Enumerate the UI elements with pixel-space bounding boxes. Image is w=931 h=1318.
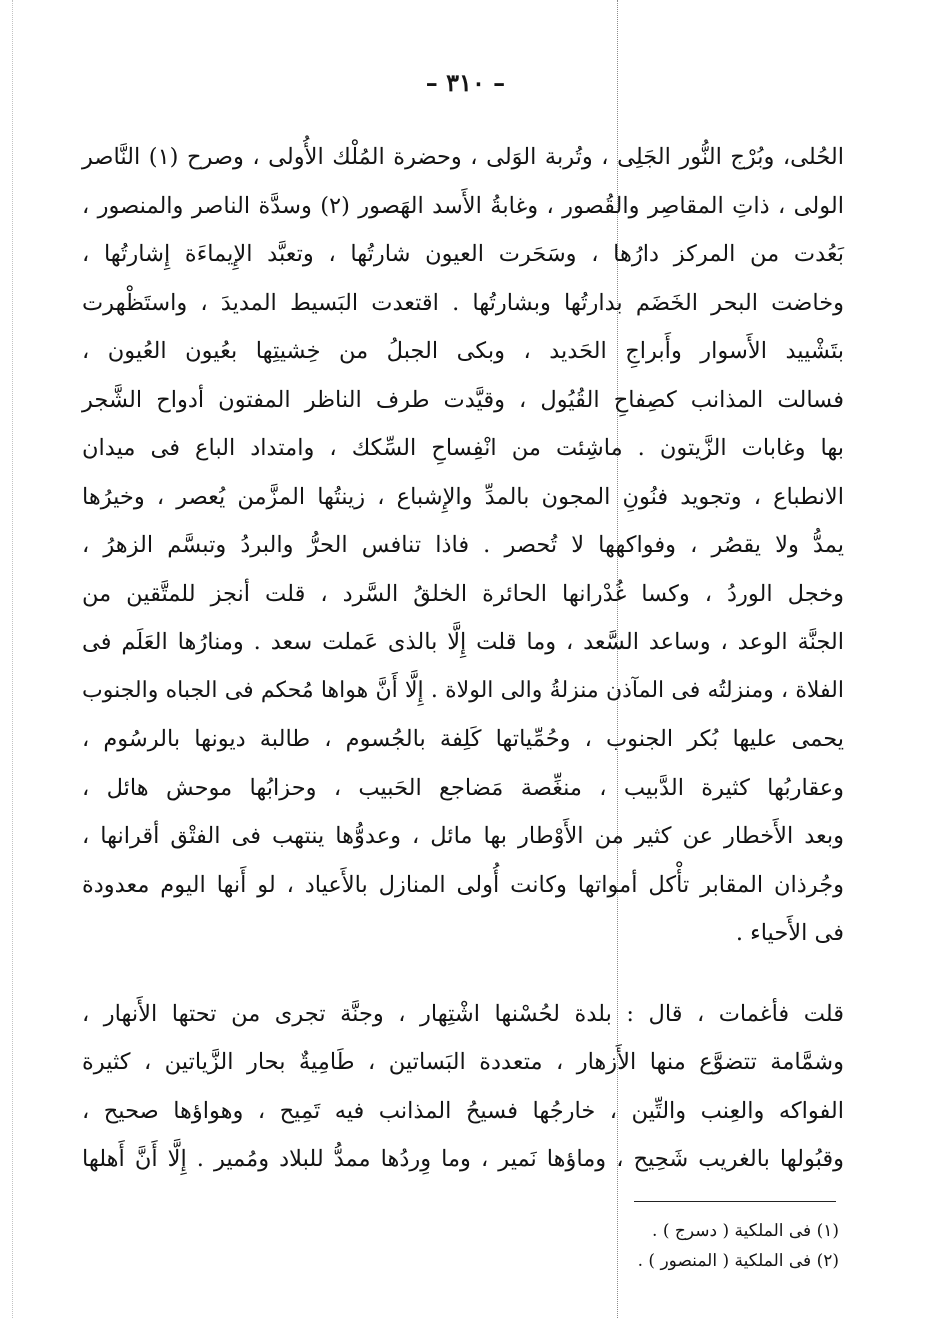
- text-line: فى الأَحياء .: [735, 920, 844, 946]
- paragraph-2: [82, 990, 844, 1184]
- text-line: فسالت المذانب كصِفاحِ القُيُول ، وقيَّدت طرف الناظر المفتون أدواح الشَّجر: [82, 386, 844, 413]
- text-line: الانطباع ، وتجويد فنُونِ المجون بالمدِّ والإِشباع ، زينتُها المزَّمن يُعصر ، وخيرُها: [82, 483, 844, 510]
- text-line: بَعُدت من المركز دارُها ، وسَحَرت العيون شارتُها ، وتعبَّد الإِيماءَة إِشارتُها ،: [82, 241, 844, 267]
- text-line: الفواكه والعِنب والتِّين ، خارجُها فسيحُ المذانب فيه تَمِيح ، وهواؤها صحيح ،: [82, 1097, 844, 1124]
- text-line: وخاضت البحر الخَضَم بدارتُها وبشارتُها . اقتعدت البَسيط المديدَ ، واستَظْهرت: [82, 289, 844, 316]
- text-line: بها وغابات الزَّيتون . ماشِئت من انْفِساحِ السِّكك ، وامتداد الباع فى ميدان: [82, 435, 844, 461]
- body-text: [82, 133, 844, 1184]
- text-line: وجُرذان المقابر تأْكل أمواتها وكانت أُولى المنازل بالأَعياد ، لو أَنها اليوم معدودة: [82, 871, 844, 898]
- text-line: الحُلى، وبُرْج النُّور الجَلِى ، وتُربة الوَلى ، وحضرة المُلْك الأُولى ، وصرح (١) النَّاصر: [82, 144, 845, 170]
- footnote-separator: [634, 1201, 836, 1202]
- scan-fold-line-left: [12, 0, 13, 1318]
- text-line: بتَشْييد الأَسوار وأَبراجِ الحَديد ، وبكى الجبلُ من خِشيتِها بعُيون العُيون ،: [82, 338, 844, 364]
- text-line: يمدُّ ولا يقصُر ، وفواكهها لا تُحصر . فاذا تنافس الحرُّ والبردُ وتبسَّم الزهرُ ،: [82, 532, 844, 558]
- text-line: وعقاربُها كثيرة الدَّبيب ، منغِّصة مَضاجع الحَبيب ، وحزابُها موحش هائل ،: [82, 774, 844, 801]
- text-line: الجنَّة الوعد ، وساعد السَّعد ، وما قلت إِلَّا بالذى عَملت سعد . ومنارُها العَلَم فى: [82, 629, 844, 655]
- footnotes: [638, 1216, 839, 1276]
- text-line: وشمَّامة تتضوَّع منها الأَزهار ، متعددة البَساتين ، طَامِيةٌ بحار الزَّياتين ، كثيرة: [82, 1049, 844, 1075]
- footnote: (٢) فى الملكية ( المنصور ) .: [637, 1251, 839, 1271]
- paragraph-gap: [82, 958, 844, 990]
- text-line: الولى ، ذاتِ المقاصِر والقُصور ، وغابةُ الأَسد الهَصور (٢) وسدَّة الناصر والمنصور ،: [82, 192, 844, 219]
- paragraph-1: [82, 133, 844, 958]
- footnote: (١) فى الملكية ( دسرج ) .: [652, 1221, 839, 1241]
- text-line: وبعد الأَخطار عن كثير من الأَوْطار بها مائل ، وعدوُّها ينتهب فى الفتْق أقرانها ،: [82, 823, 844, 849]
- page-number: – ٣١٠ –: [425, 68, 506, 97]
- text-line: وخجل الوردُ ، وكسا غُدْرانها الحائرة الخلقُ السَّرد ، قلت أنجز للمتَّقين من: [82, 580, 844, 607]
- text-line: وقبُولها بالغريب شَحِيح ، وماؤها نَمير ، وما وِردُها ممدُّ للبلاد ومُمير . إِلَّا أَنَّ أَهلها: [82, 1146, 844, 1172]
- text-line: قلت فأغمات ، قال : بلدة لحُسْنها اشْتِهار ، وجنَّة تجرى من تحتها الأَنهار ،: [82, 1000, 844, 1027]
- text-line: يحمى عليها بُكر الجنوب ، وحُمِّياتها كَلِفة بالجُسوم ، طالبة ديونها بالرسُوم ،: [82, 726, 844, 752]
- text-line: الفلاة ، ومنزلتُه فى المآذن منزلةُ والى الولاة . إِلَّا أَنَّ هواها مُحكم فى الجباه والجنوب: [82, 677, 844, 703]
